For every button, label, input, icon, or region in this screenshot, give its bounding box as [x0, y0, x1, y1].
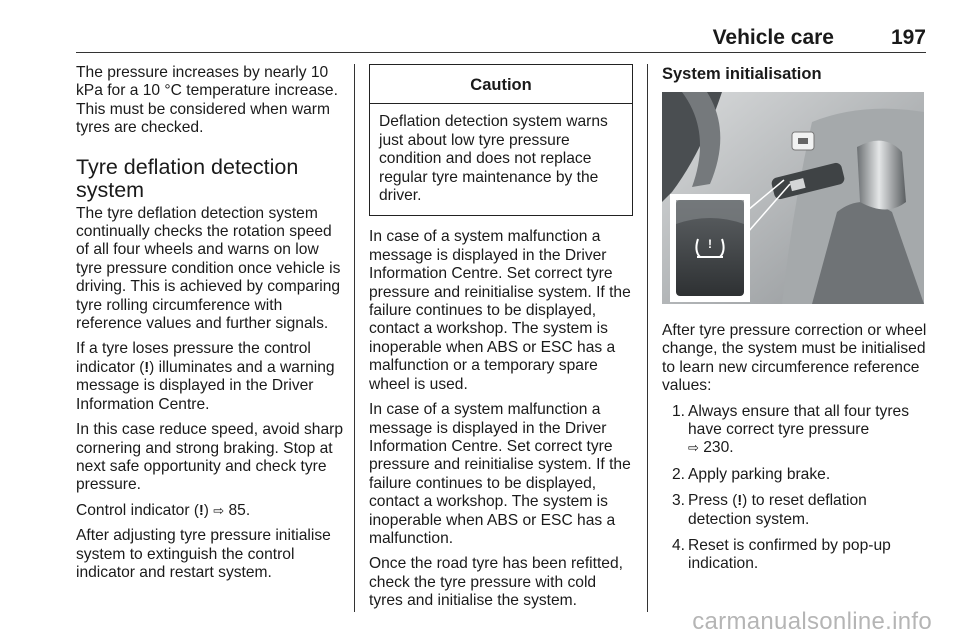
paragraph: After adjusting tyre pressure initialise system to extinguish the control indicator and restart system. [76, 527, 331, 581]
text: If a tyre loses pressure the control indicator [76, 340, 311, 376]
step-number: 4. [672, 537, 686, 555]
dashboard-photo [662, 92, 924, 304]
watermark: carmanualsonline.info [692, 608, 932, 635]
paragraph: The tyre deflation detection system continually checks the rotation speed of all four wheels and warns on low tyre pressure condition once vehicle is driving. This is achieved by comparing tyre rolling circumference with reference values and further signals. [76, 204, 341, 333]
list-item [662, 537, 928, 574]
list-item [662, 466, 928, 484]
text: Control indicator [76, 501, 190, 519]
page-header [76, 26, 926, 50]
step-number: 1. [672, 402, 686, 420]
column-middle [369, 64, 633, 618]
paragraph: In case of a system malfunction a message is displayed in the Driver Information Centre. Set correct tyre pressure and reinitialise system. If the failure continues to be displayed, contact a workshop. The system is inoperable when ABS or ESC has a malfunction or a temporary spare wheel is used. [369, 228, 631, 393]
caution-text: Deflation detection system warns just about low tyre pressure condition and does not replace regular tyre maintenance by the driver. [379, 113, 608, 205]
text: illuminates and a warning message is displayed in the Driver Information Centre. [76, 358, 335, 413]
step-text: Apply parking brake. [688, 465, 831, 483]
page-reference-arrow-icon: ⇨ [688, 440, 699, 456]
tyre-pressure-warning-icon: (!) [732, 492, 748, 510]
list-item [662, 492, 928, 529]
page-reference-arrow-icon: ⇨ [213, 502, 225, 518]
step-number: 3. [672, 492, 686, 510]
svg-text:!: ! [708, 237, 712, 251]
header-rule [76, 52, 926, 53]
column-right [662, 64, 928, 582]
step-text: Always ensure that all four tyres have correct tyre pressure [688, 402, 910, 439]
column-divider [647, 64, 648, 612]
paragraph: After tyre pressure correction or wheel change, the system must be initialised to learn new circumference reference values: [662, 322, 927, 395]
section-title: Vehicle care [712, 26, 834, 49]
page-ref[interactable]: 85. [228, 501, 251, 519]
step-text: Reset is confirmed by pop-up indication. [688, 537, 891, 573]
intro-paragraph: The pressure increases by nearly 10 kPa for a 10 °C temperature increase. This must be considered when warm tyres are checked. [76, 64, 338, 137]
caution-title: Caution [370, 65, 632, 104]
heading-tyre-deflation: Tyre deflation detection system [76, 154, 299, 202]
tyre-pressure-warning-icon: (!) [139, 358, 155, 376]
page-number: 197 [890, 26, 926, 49]
paragraph [76, 502, 344, 520]
column-divider [354, 64, 355, 612]
paragraph [76, 340, 344, 414]
tyre-pressure-warning-icon: (!) [193, 501, 209, 519]
paragraph: Once the road tyre has been refitted, check the tyre pressure with cold tyres and initialise the system. [369, 555, 623, 610]
step-text: Press [688, 492, 728, 510]
step-number: 2. [672, 465, 686, 483]
paragraph: In this case reduce speed, avoid sharp cornering and strong braking. Stop at next safe opportunity and check tyre pressure. [76, 421, 343, 494]
steps-list [662, 403, 928, 574]
paragraph: In case of a system malfunction a message is displayed in the Driver Information Centre. Set correct tyre pressure and reinitialise system. If the failure continues to be displayed, contact a workshop. The system is inoperable when ABS or ESC has a malfunction. [369, 401, 631, 547]
heading-system-initialisation: System initialisation [662, 65, 822, 83]
page-ref[interactable]: 230. [703, 439, 734, 457]
step-text: to reset deflation detection system. [688, 492, 867, 528]
list-item [662, 403, 928, 458]
column-left [76, 64, 344, 589]
caution-box [369, 64, 633, 216]
